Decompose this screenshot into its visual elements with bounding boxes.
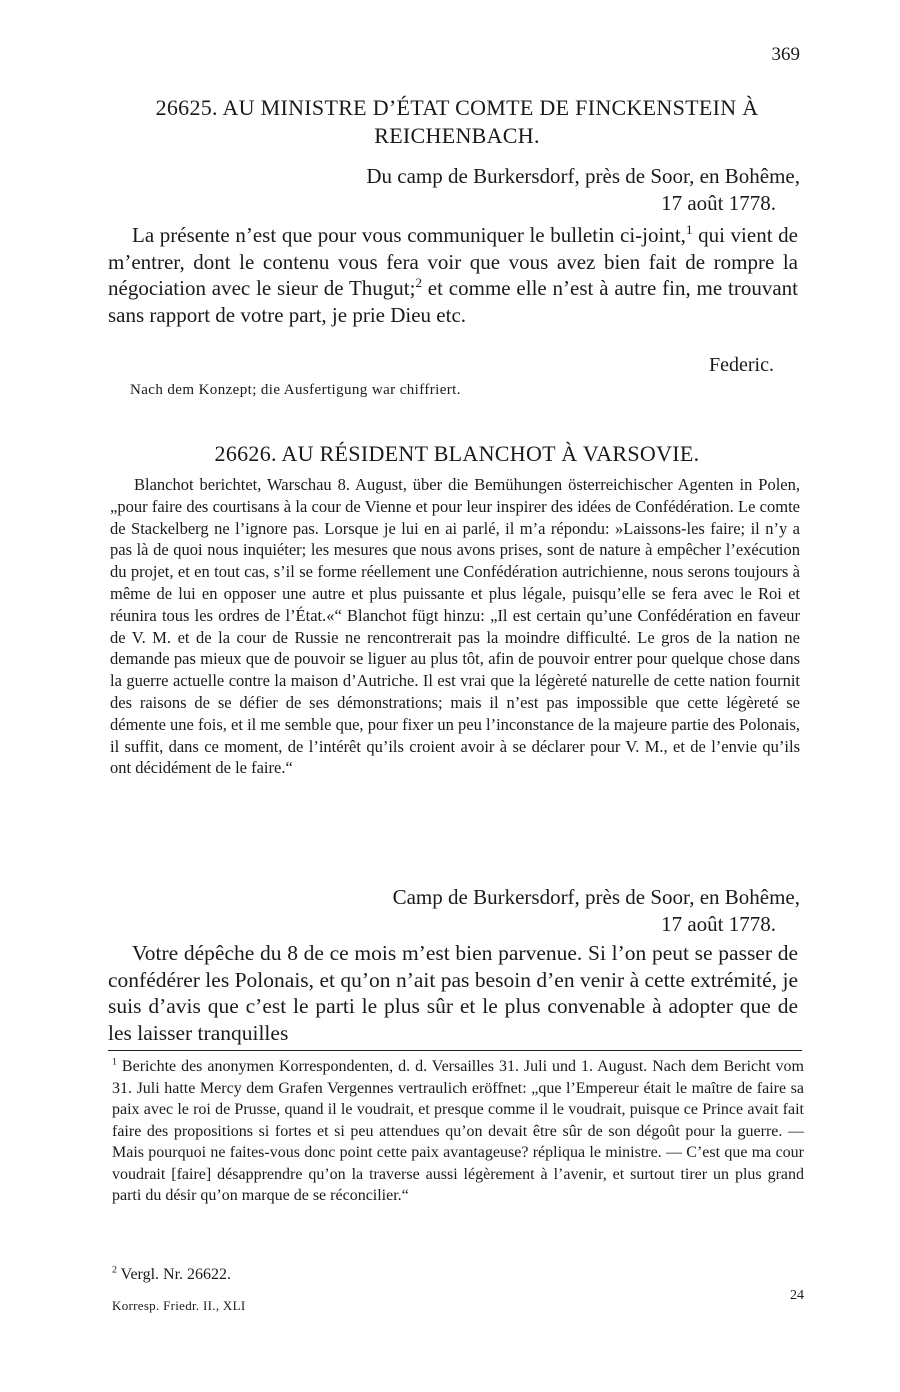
signature: Federic. — [709, 354, 774, 376]
footer-sheet-number: 24 — [790, 1288, 804, 1303]
dateline-letter-26626 — [220, 884, 800, 938]
footnote-2 — [112, 1264, 804, 1286]
footnote-mark: 2 — [112, 1264, 117, 1276]
dateline-date: 17 août 1778. — [661, 191, 776, 215]
letter-body-26626: Votre dépêche du 8 de ce mois m’est bien parvenue. Si l’on peut se passer de confédérer les Polonais, et qu’on n’ait pas besoin d’en venir à cette extrémité, je suis d’avis que c’est le parti le plus sûr et le plus convenable à adopter que de les laisser tranquilles — [108, 941, 798, 1045]
footnote-ref: 1 — [685, 222, 693, 237]
body-text: La présente n’est que pour vous communiquer le bulletin ci-joint, — [132, 223, 686, 247]
body-text: et comme elle n’est à autre fin, me trouvant sans rapport de votre part, je prie Dieu etc. — [108, 276, 799, 327]
report-summary: Blanchot berichtet, Warschau 8. August, über die Bemühungen österreichischer Agenten in Polen, „pour faire des courtisans à la cour de Vienne et pour leur inspirer des idées de Confédération. Le comte de Stackelberg ne l’ignore pas. Lorsque je lui en ai parlé, il m’a répondu: »Laissons-les faire; il n’y a pas là de quoi nous inquiéter; les mesures que nous avons prises, sont de nature à empêcher l’exécution du projet, et en tout cas, s’il se forme réellement une Confédération autrichienne, nous serons toujours à même de lui en opposer une autre et plus puissante et plus légale, puisqu’elle se fera avec le Roi et réunira tous les ordres de l’État.«“ Blanchot fügt hinzu: „Il est certain qu’une Confédération en faveur de V. M. et de la cour de Russie ne rencontrerait pas la moindre difficulté. Le gros de la nation ne demande pas mieux que de pouvoir se liguer au plus tôt, afin de pouvoir entrer pour quelque chose dans la guerre actuelle contre la maison d’Autriche. Il est vrai que la légèreté naturelle de cette nation fournit des raisons de se défier de ses démonstrations; mais il n’est pas impossible que cette légèreté se démente une fois, et il me semble que, pour fixer un peu l’inconstance de la majeure partie des Polonais, il suffit, dans ce moment, de l’intérêt qu’ils croient avoir à se déclarer pour V. M., et de l’envie qu’ils ont décidément de le faire.“ — [110, 475, 800, 778]
dateline-date: 17 août 1778. — [661, 912, 776, 936]
footer-signature-line: Korresp. Friedr. II., XLI — [112, 1298, 246, 1313]
dateline-letter-26625 — [240, 163, 800, 217]
source-note: Nach dem Konzept; die Ausfertigung war chiffriert. — [130, 382, 461, 398]
dateline-place: Du camp de Burkersdorf, près de Soor, en Bohême, — [366, 164, 800, 188]
letter-heading-26625: 26625. AU MINISTRE D’ÉTAT COMTE DE FINCKENSTEIN À REICHENBACH. — [155, 95, 759, 148]
footnote-mark: 1 — [112, 1056, 117, 1068]
footnote-ref: 2 — [415, 275, 422, 290]
footnote-text: Vergl. Nr. 26622. — [116, 1266, 232, 1283]
body-text: qui vient de m’entrer, dont le contenu vous fera voir que vous avez bien fait de rompre la négociation avec le sieur de Thugut; — [108, 223, 798, 300]
footnote-divider — [108, 1050, 802, 1051]
footnote-1 — [112, 1056, 804, 1207]
letter-heading-26626: 26626. AU RÉSIDENT BLANCHOT À VARSOVIE. — [214, 441, 700, 466]
footnote-text: Berichte des anonymen Korrespondenten, d. d. Versailles 31. Juli und 1. August. Nach dem Bericht vom 31. Juli hatte Mercy dem Grafen Vergennes vertraulich eröffnet: „que l’Empereur était le maître de faire sa paix avec le roi de Prusse, quand il le voudrait, et presque comme il le voudrait, puisque ce Prince avait fait faire des propositions si fortes et si peu attendues qu’on devait être sûr de son dégoût pour la guerre. — Mais pourquoi ne faites-vous donc point cette paix avantageuse? répliqua le ministre. — C’est que ma cour voudrait [faire] désapprendre qu’on la traverse aussi légèrement à l’avenir, et surtout tirer un plus grand parti du désir qu’on marque de se réconcilier.“ — [112, 1058, 804, 1204]
dateline-place: Camp de Burkersdorf, près de Soor, en Bohême, — [392, 885, 800, 909]
page-number: 369 — [771, 44, 800, 65]
letter-body-26625 — [108, 222, 798, 328]
